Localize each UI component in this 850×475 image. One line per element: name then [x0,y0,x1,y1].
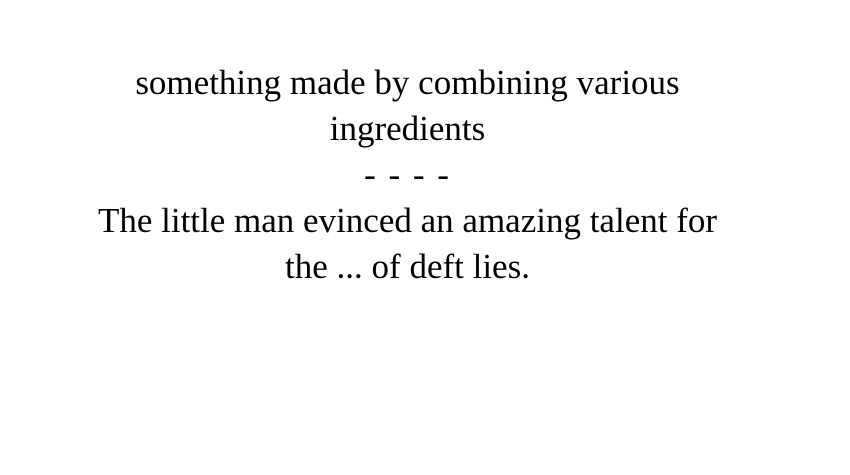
card-content [0,60,815,290]
definition-line-2: ingredients [329,109,486,148]
example-sentence-line-2: the ... of deft lies. [285,247,530,286]
example-sentence-line-1: The little man evinced an amazing talent for [97,201,718,240]
separator: - - - - [364,155,451,194]
definition-line-1: something made by combining various [135,63,680,102]
